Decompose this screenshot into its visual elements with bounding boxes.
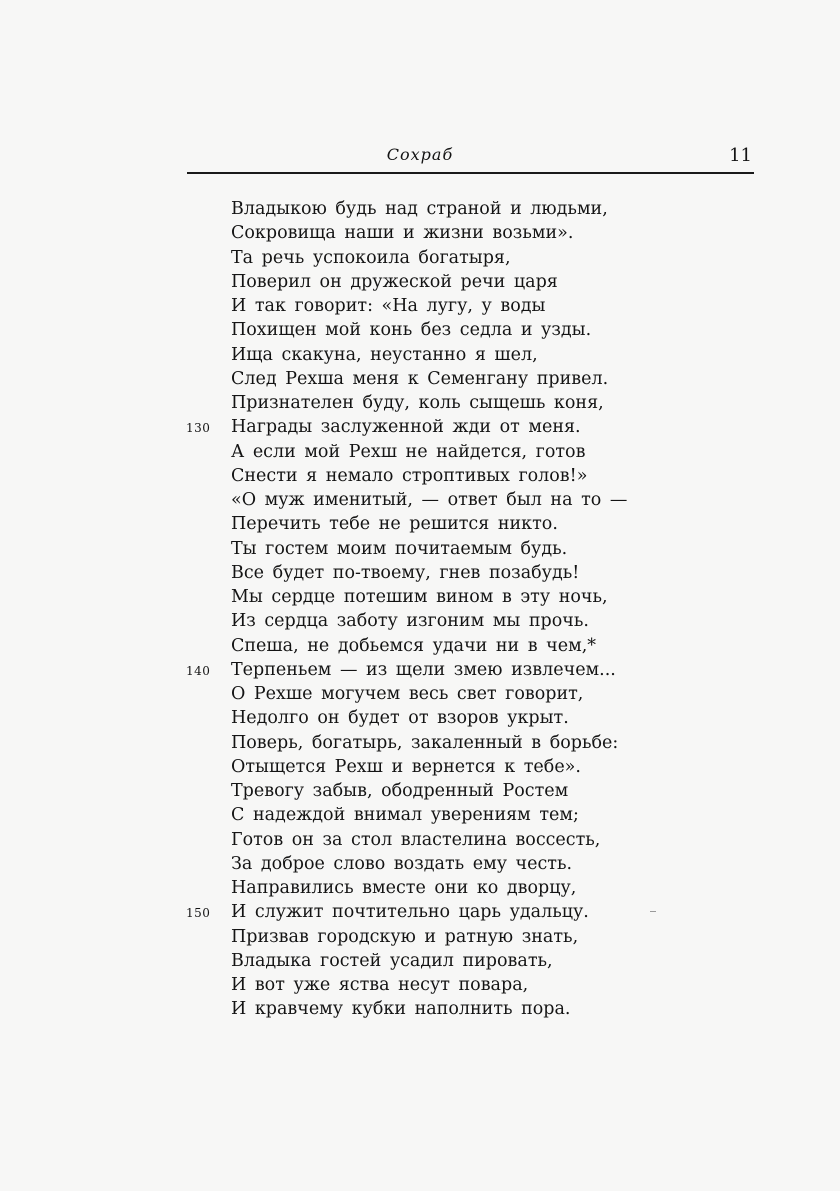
poem-line: [0, 925, 840, 949]
poem-line-text: Из сердца заботу изгоним мы прочь.: [231, 611, 589, 632]
poem-line-text: Владыка гостей усадил пировать,: [231, 950, 553, 971]
poem-line-text: И кравчему кубки наполнить пора.: [231, 999, 571, 1020]
poem-line: [0, 440, 840, 464]
poem-line: [0, 997, 840, 1021]
running-title: Сохраб: [386, 145, 454, 164]
line-number: 130: [186, 421, 211, 436]
poem-line-text: Мы сердце потешим вином в эту ночь,: [231, 587, 608, 607]
poem-line: [0, 900, 840, 924]
poem-line: [0, 246, 840, 270]
poem-line-text: Владыкою будь над страной и людьми,: [231, 199, 608, 219]
poem-line: [0, 731, 840, 755]
poem-line: [0, 294, 840, 318]
poem-line: [0, 464, 840, 488]
poem-line-text: «О муж именитый, — ответ был на то —: [231, 490, 628, 510]
print-speck: [650, 911, 656, 912]
poem-line: [0, 512, 840, 536]
poem-line-text: Сокровища наши и жизни возьми».: [231, 223, 574, 244]
poem-line-text: И так говорит: «На лугу, у воды: [231, 296, 546, 316]
poem-line-text: Ища скакуна, неустанно я шел,: [231, 344, 538, 365]
poem-line: [0, 779, 840, 803]
poem-line-text: Поверил он дружеской речи царя: [231, 271, 558, 292]
poem-line-text: Похищен мой конь без седла и узды.: [231, 320, 592, 341]
poem-line: [0, 658, 840, 682]
line-number: 140: [186, 663, 211, 678]
poem-line-text: А если мой Рехш не найдется, готов: [231, 441, 586, 462]
poem-line: [0, 755, 840, 779]
poem-line: [0, 876, 840, 900]
poem-line: [0, 367, 840, 391]
poem-line-text: Терпеньем — из щели змею извлечем...: [231, 659, 616, 680]
poem-line-text: След Рехша меня к Семенгану привел.: [231, 368, 609, 389]
poem-line-text: О Рехше могучем весь свет говорит,: [231, 684, 584, 704]
poem-line: [0, 828, 840, 852]
poem-line-text: За доброе слово воздать ему честь.: [231, 853, 573, 874]
poem-line: [0, 221, 840, 245]
poem-line-text: С надеждой внимал уверениям тем;: [231, 805, 579, 826]
poem-line: [0, 706, 840, 730]
poem-line: [0, 488, 840, 512]
poem-line-text: Призвав городскую и ратную знать,: [231, 926, 579, 947]
poem-line: [0, 949, 840, 973]
header-rule: [187, 172, 754, 174]
poem-line: [0, 585, 840, 609]
line-number: 150: [186, 906, 211, 921]
poem-line: [0, 415, 840, 439]
poem-line: [0, 803, 840, 827]
poem-line: [0, 561, 840, 585]
poem-line: [0, 270, 840, 294]
poem-line-text: Все будет по-твоему, гнев позабудь!: [231, 562, 580, 583]
poem-line: [0, 197, 840, 221]
poem-line-text: Поверь, богатырь, закаленный в борьбе:: [231, 732, 619, 753]
poem-line: [0, 343, 840, 367]
poem-line: [0, 682, 840, 706]
poem-line: [0, 852, 840, 876]
poem-line-text: И служит почтительно царь удальцу.: [231, 902, 589, 923]
poem-line-text: Та речь успокоила богатыря,: [231, 247, 511, 268]
page-number: 11: [729, 145, 752, 166]
poem-line-text: Отыщется Рехш и вернется к тебе».: [231, 756, 581, 777]
poem-line: [0, 609, 840, 633]
poem-line-text: Награды заслуженной жди от меня.: [231, 417, 581, 438]
poem-line-text: Спеша, не добьемся удачи ни в чем,*: [231, 635, 597, 656]
poem-line: [0, 634, 840, 658]
poem-line-text: Ты гостем моим почитаемым будь.: [231, 538, 568, 559]
poem-line: [0, 973, 840, 997]
poem-line-text: Снести я немало строптивых голов!»: [231, 465, 588, 486]
poem-line: [0, 391, 840, 415]
poem-line-text: Перечить тебе не решится никто.: [231, 514, 558, 535]
poem-line: [0, 318, 840, 342]
poem-line-text: Направились вместе они ко дворцу,: [231, 878, 577, 898]
poem-line-text: Готов он за стол властелина воссесть,: [231, 829, 601, 850]
poem-body: [0, 197, 840, 1022]
poem-line-text: Недолго он будет от взоров укрыт.: [231, 708, 569, 729]
poem-line-text: Тревогу забыв, ободренный Ростем: [231, 781, 569, 801]
poem-line-text: Признателен буду, коль сыщешь коня,: [231, 393, 604, 413]
poem-line: [0, 537, 840, 561]
poem-line-text: И вот уже яства несут повара,: [231, 975, 529, 995]
